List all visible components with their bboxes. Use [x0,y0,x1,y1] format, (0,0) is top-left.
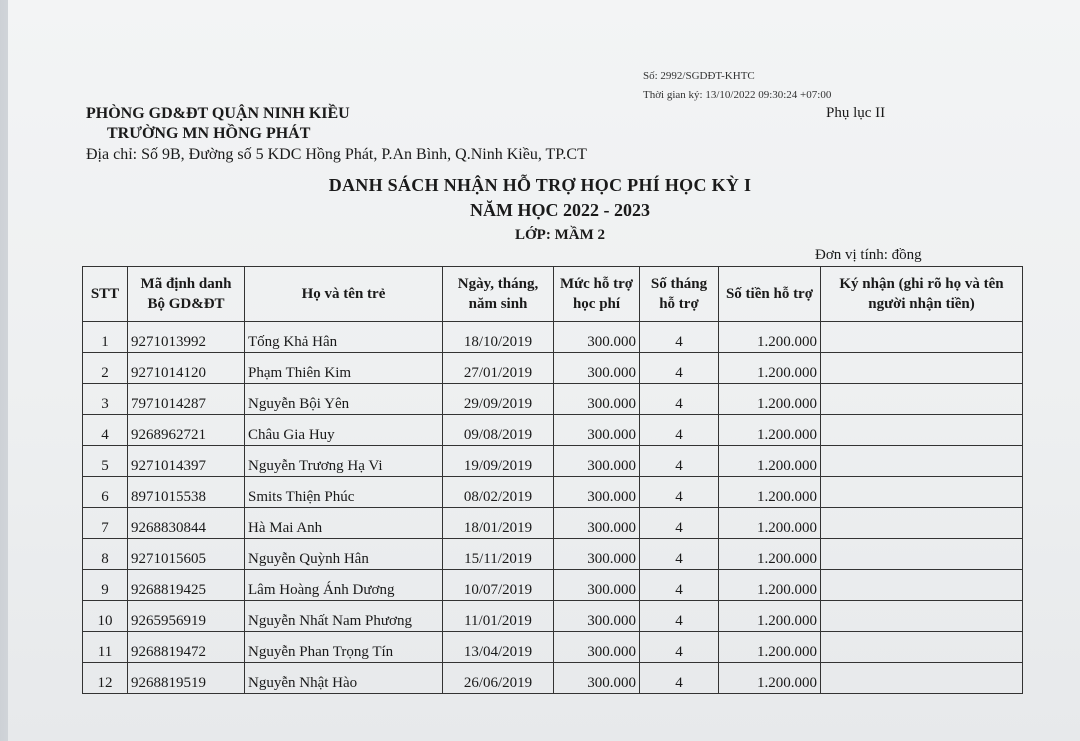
cell-student-name: Nguyễn Bội Yên [245,384,443,415]
cell-birth-date: 13/04/2019 [443,632,554,663]
cell-stt: 12 [83,663,128,694]
cell-support-rate: 300.000 [554,415,640,446]
school-year: NĂM HỌC 2022 - 2023 [470,200,650,220]
table-header-row [83,267,1023,322]
cell-signature [821,570,1023,601]
cell-student-id: 9268819519 [128,663,245,694]
header-sign: Ký nhận (ghi rõ họ và tên người nhận tiền) [821,267,1023,322]
cell-stt: 11 [83,632,128,663]
table-row [83,322,1023,353]
cell-student-name: Tống Khả Hân [245,322,443,353]
cell-student-id: 7971014287 [128,384,245,415]
cell-student-name: Phạm Thiên Kim [245,353,443,384]
school-address: Địa chỉ: Số 9B, Đường số 5 KDC Hồng Phát, P.An Bình, Q.Ninh Kiều, TP.CT [86,146,587,163]
cell-student-name: Nguyễn Phan Trọng Tín [245,632,443,663]
cell-support-months: 4 [640,539,719,570]
cell-birth-date: 09/08/2019 [443,415,554,446]
header-stt: STT [83,267,128,322]
cell-birth-date: 19/09/2019 [443,446,554,477]
cell-support-amount: 1.200.000 [719,632,821,663]
cell-student-id: 9268830844 [128,508,245,539]
cell-signature [821,446,1023,477]
cell-student-name: Nguyễn Nhất Nam Phương [245,601,443,632]
unit-label: Đơn vị tính: đồng [815,247,922,263]
cell-student-name: Châu Gia Huy [245,415,443,446]
table-row [83,477,1023,508]
header-name: Họ và tên trẻ [245,267,443,322]
cell-stt: 9 [83,570,128,601]
cell-support-months: 4 [640,446,719,477]
cell-support-rate: 300.000 [554,508,640,539]
cell-support-amount: 1.200.000 [719,663,821,694]
cell-stt: 1 [83,322,128,353]
cell-birth-date: 11/01/2019 [443,601,554,632]
cell-signature [821,477,1023,508]
cell-student-id: 9271013992 [128,322,245,353]
cell-student-id: 9268819472 [128,632,245,663]
cell-signature [821,663,1023,694]
table-row [83,508,1023,539]
cell-support-rate: 300.000 [554,477,640,508]
header-rate: Mức hỗ trợ học phí [554,267,640,322]
cell-stt: 10 [83,601,128,632]
cell-support-rate: 300.000 [554,663,640,694]
cell-student-name: Hà Mai Anh [245,508,443,539]
cell-signature [821,508,1023,539]
cell-student-id: 9271014120 [128,353,245,384]
cell-student-name: Nguyễn Quỳnh Hân [245,539,443,570]
table-row [83,446,1023,477]
cell-support-amount: 1.200.000 [719,477,821,508]
cell-support-months: 4 [640,384,719,415]
document-number: Số: 2992/SGDĐT-KHTC [643,70,755,82]
cell-signature [821,539,1023,570]
table-row [83,601,1023,632]
cell-birth-date: 29/09/2019 [443,384,554,415]
cell-birth-date: 18/10/2019 [443,322,554,353]
cell-support-months: 4 [640,415,719,446]
signed-time: Thời gian ký: 13/10/2022 09:30:24 +07:00 [643,89,832,101]
table-row [83,539,1023,570]
cell-support-rate: 300.000 [554,632,640,663]
table-row [83,570,1023,601]
document-title: DANH SÁCH NHẬN HỖ TRỢ HỌC PHÍ HỌC KỲ I [328,175,752,195]
cell-support-months: 4 [640,632,719,663]
cell-support-rate: 300.000 [554,353,640,384]
table-row [83,384,1023,415]
cell-support-months: 4 [640,570,719,601]
header-months: Số tháng hỗ trợ [640,267,719,322]
cell-stt: 2 [83,353,128,384]
cell-support-months: 4 [640,322,719,353]
cell-support-rate: 300.000 [554,539,640,570]
cell-student-name: Nguyễn Trương Hạ Vi [245,446,443,477]
cell-support-months: 4 [640,663,719,694]
cell-student-name: Smits Thiện Phúc [245,477,443,508]
cell-signature [821,353,1023,384]
cell-support-months: 4 [640,508,719,539]
cell-support-amount: 1.200.000 [719,508,821,539]
cell-support-amount: 1.200.000 [719,322,821,353]
table-row [83,632,1023,663]
cell-birth-date: 18/01/2019 [443,508,554,539]
cell-stt: 6 [83,477,128,508]
support-list-table [82,266,1023,694]
cell-support-rate: 300.000 [554,322,640,353]
cell-signature [821,415,1023,446]
cell-student-id: 9268962721 [128,415,245,446]
header-amount: Số tiền hỗ trợ [719,267,821,322]
appendix-label: Phụ lục II [826,105,886,121]
cell-student-id: 9265956919 [128,601,245,632]
cell-signature [821,632,1023,663]
cell-signature [821,322,1023,353]
cell-support-rate: 300.000 [554,601,640,632]
cell-signature [821,601,1023,632]
cell-support-amount: 1.200.000 [719,446,821,477]
cell-birth-date: 08/02/2019 [443,477,554,508]
cell-support-rate: 300.000 [554,384,640,415]
cell-stt: 5 [83,446,128,477]
cell-support-months: 4 [640,601,719,632]
cell-student-id: 8971015538 [128,477,245,508]
cell-student-id: 9268819425 [128,570,245,601]
table-row [83,415,1023,446]
table-row [83,663,1023,694]
table-row [83,353,1023,384]
cell-stt: 8 [83,539,128,570]
cell-birth-date: 27/01/2019 [443,353,554,384]
cell-support-months: 4 [640,353,719,384]
class-label: LỚP: MẦM 2 [515,227,605,243]
cell-support-amount: 1.200.000 [719,384,821,415]
cell-support-amount: 1.200.000 [719,353,821,384]
cell-support-amount: 1.200.000 [719,570,821,601]
cell-stt: 7 [83,508,128,539]
department-name: PHÒNG GD&ĐT QUẬN NINH KIỀU [86,105,350,122]
cell-student-name: Nguyễn Nhật Hào [245,663,443,694]
cell-student-name: Lâm Hoàng Ánh Dương [245,570,443,601]
cell-stt: 4 [83,415,128,446]
cell-stt: 3 [83,384,128,415]
cell-birth-date: 15/11/2019 [443,539,554,570]
cell-student-id: 9271015605 [128,539,245,570]
cell-support-amount: 1.200.000 [719,539,821,570]
cell-support-months: 4 [640,477,719,508]
header-id: Mã định danh Bộ GD&ĐT [128,267,245,322]
cell-student-id: 9271014397 [128,446,245,477]
cell-support-amount: 1.200.000 [719,415,821,446]
cell-support-rate: 300.000 [554,570,640,601]
cell-birth-date: 10/07/2019 [443,570,554,601]
cell-support-rate: 300.000 [554,446,640,477]
school-name: TRƯỜNG MN HỒNG PHÁT [107,125,311,142]
header-dob: Ngày, tháng, năm sinh [443,267,554,322]
cell-signature [821,384,1023,415]
cell-birth-date: 26/06/2019 [443,663,554,694]
cell-support-amount: 1.200.000 [719,601,821,632]
